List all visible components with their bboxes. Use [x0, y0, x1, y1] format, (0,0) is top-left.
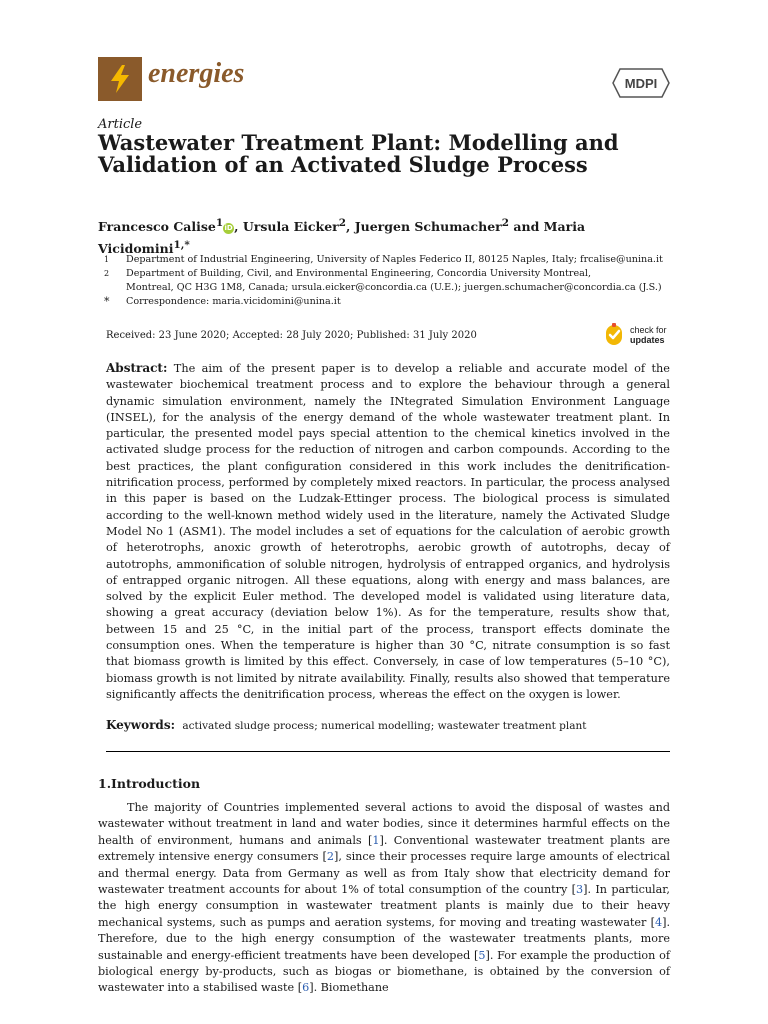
orcid-icon[interactable]: iD: [224, 224, 233, 233]
abstract-label: Abstract:: [106, 361, 168, 375]
keywords: [106, 718, 670, 732]
author-affiliation-mark: 2: [338, 217, 346, 229]
check-updates-icon: [602, 322, 626, 348]
paragraph-text: The majority of Countries implemented several actions to avoid the disposal of wastes and wastewater without treatment in land and water bodies, since it determines harmful effects on the health of environment, humans and animals [: [98, 801, 670, 847]
author-separator: and: [509, 219, 544, 235]
affiliation-line: Montreal, QC H3G 1M8, Canada; ursula.eicker@concordia.ca (U.E.); juergen.schumacher@concordia.ca (J.S.): [126, 282, 662, 293]
paragraph-text: ]. In particular, the high energy consumption in wastewater treatment plants is mainly due to their heavy mechanical systems, such as pumps and aeration systems, for moving and treating wastewater [: [98, 883, 670, 929]
affiliation-text: Department of Industrial Engineering, University of Naples Federico II, 80125 Naples, Italy; frcalise@unina.it: [126, 254, 663, 265]
abstract-text: The aim of the present paper is to develop a reliable and accurate model of the wastewater biochemical treatment process and to explore the behaviour through a general dynamic simulation environment, namely the INtegrated Simulation Environment Language (INSEL), for the analysis of the energy demand of the whole wastewater treatment plant. In particular, the presented model pays special attention to the chemical kinetics involved in the activated sludge process for the reduction of nitrogen and carbon compounds. According to the best practices, the plant configuration considered in this work includes the denitrification-nitrification process, performed by completely mixed reactors. In particular, the process analysed in this paper is based on the Ludzak-Ettinger process. The biological process is simulated according to the well-known method widely used in the literature, namely the Activated Sludge Model No 1 (ASM1). The model includes a set of equations for the calculation of aerobic growth of heterotrophs, anoxic growth of heterotrophs, aerobic growth of autotrophs, decay of autotrophs, ammonification of soluble nitrogen, hydrolysis of entrapped organics, and hydrolysis of entrapped organic nitrogen. All these equations, along with energy and mass balances, are solved by the explicit Euler method. The developed model is validated using literature data, showing a great accuracy (deviation below 1%). As for the temperature, results show that, between 15 and 25 °C, in the initial part of the process, transport effects dominate the consumption ones. When the temperature is higher than 30 °C, nitrate consumption is so fast that biomass growth is limited by this effect. Conversely, in case of low temperatures (5–10 °C), biomass growth is not limited by nitrate availability. Finally, results also showed that temperature significantly affects the denitrification process, whereas the effect on the oxygen is lower.: [106, 362, 670, 701]
section-heading: 1.Introduction: [98, 776, 201, 791]
affiliation-mark: 1: [104, 255, 110, 264]
citation-link[interactable]: 2: [326, 850, 334, 864]
check-for-updates-badge[interactable]: [602, 322, 667, 348]
check-updates-line1: check for: [630, 325, 667, 335]
citation-link[interactable]: 6: [302, 981, 310, 995]
citation-link[interactable]: 3: [576, 883, 584, 897]
journal-name[interactable]: energies: [148, 58, 245, 89]
author-list: [98, 214, 658, 258]
article-title: Wastewater Treatment Plant: Modelling and Validation of an Activated Sludge Process: [98, 130, 619, 177]
author-name[interactable]: Francesco Calise: [98, 219, 216, 235]
author-affiliation-mark: 1,*: [173, 239, 190, 252]
mdpi-logo-icon: [612, 68, 670, 98]
affiliation-item: [104, 253, 684, 267]
author-name[interactable]: Ursula Eicker: [242, 219, 339, 235]
paragraph-text: ], since their processes require large amounts of electrical and thermal energy. Data from Germany as well as from Italy show that electricity demand for wastewater treatment accounts for about 1% of total consumption of the country [: [98, 850, 670, 897]
author-affiliation-mark: 2: [501, 217, 510, 229]
article-type: Article: [98, 117, 143, 132]
affiliation-item: [104, 295, 684, 309]
paragraph-text: ]. Therefore, due to the high energy consumption of the wastewater treatments plants, more sustainable and energy-efficient treatments have been developed [: [98, 915, 670, 962]
section-divider: [106, 751, 670, 752]
journal-logo: [98, 57, 142, 101]
publisher-name: MDPI: [624, 76, 658, 91]
citation-link[interactable]: 1: [372, 833, 380, 847]
paragraph-text: ]. Biomethane: [309, 981, 389, 995]
paragraph-text: ]. For example the production of biological energy by-products, such as biogas or biomethane, is obtained by the conversion of wastewater into a stabilised waste [: [98, 948, 670, 995]
abstract: [106, 360, 670, 703]
citation-link[interactable]: 5: [478, 948, 486, 962]
paragraph-text: ]. Conventional wastewater treatment plants are extremely intensive energy consumers [: [98, 833, 670, 864]
affiliation-text: [126, 267, 662, 295]
keywords-text: activated sludge process; numerical modelling; wastewater treatment plant: [182, 720, 587, 732]
author-affiliation-mark: 1: [215, 217, 224, 229]
citation-link[interactable]: 4: [654, 915, 663, 929]
affiliation-item: [104, 267, 684, 295]
author-separator: ,: [346, 219, 355, 235]
author-name[interactable]: Juergen Schumacher: [354, 219, 502, 235]
check-updates-label: [630, 325, 667, 345]
lightning-bolt-icon: [107, 64, 133, 94]
publication-dates: Received: 23 June 2020; Accepted: 28 July 2020; Published: 31 July 2020: [106, 330, 477, 341]
introduction-paragraph: [98, 800, 670, 997]
affiliation-mark: *: [104, 295, 110, 308]
keywords-label: Keywords:: [106, 718, 176, 732]
affiliation-mark: 2: [104, 269, 110, 278]
affiliation-line: Department of Building, Civil, and Environmental Engineering, Concordia University Montreal,: [126, 268, 591, 279]
author-separator: ,: [234, 219, 243, 235]
author-name[interactable]: Maria Vicidomini: [98, 219, 586, 257]
correspondence-text: Correspondence: maria.vicidomini@unina.it: [126, 296, 341, 307]
publisher-logo[interactable]: [612, 68, 670, 102]
check-updates-line2: updates: [630, 335, 665, 345]
affiliations: [104, 253, 684, 309]
